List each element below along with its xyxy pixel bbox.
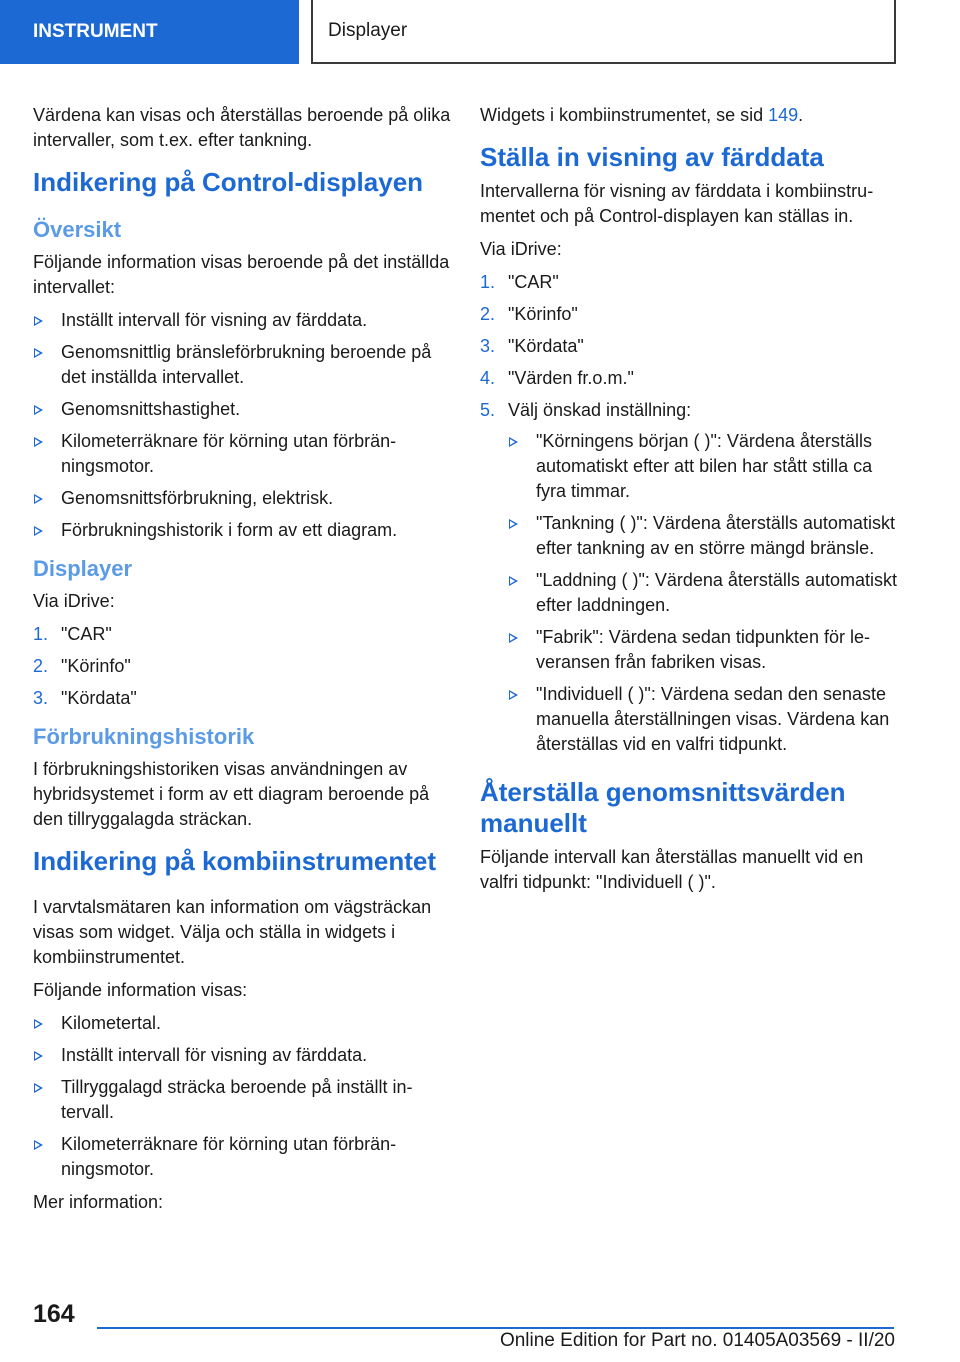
set-paragraph: Intervallerna för visning av färddata i kombiinstrumentet och på Control-displayen kan ställas in. bbox=[480, 181, 874, 226]
overview-list bbox=[33, 308, 451, 543]
triangle-bullet-icon bbox=[34, 1083, 43, 1093]
step-number: 2. bbox=[480, 304, 496, 324]
triangle-bullet-icon bbox=[34, 405, 43, 415]
heading-set-trip-data: Ställa in visning av färddata bbox=[480, 142, 824, 172]
step-item: 5. Välj önskad inställning: "Körningens början ( )": Värdena återställs automatiskt efter att bilen har stått stilla ca fyra timmar. "Tankning ( )": Värdena återställs automatiskt efter tankning av en större mängd bränsle. "Laddning ( )": Värdena återställs automatiskt efter laddningen. "Fabrik": Värdena sedan tidpunkten för leveransen från fabriken visas. "Individuell ( )": Värdena sedan den senaste manuella återställningen visas. Värdena kan återställas vid en valfri tidpunkt. bbox=[480, 398, 900, 757]
list-item: Genomsnittsförbrukning, elektrisk. bbox=[33, 486, 451, 511]
list-item: Kilometertal. bbox=[33, 1011, 451, 1036]
displayer-via: Via iDrive: bbox=[33, 591, 115, 611]
heading-overview: Översikt bbox=[33, 217, 122, 242]
widgets-paragraph: Widgets i kombiinstrumentet, se sid 149. bbox=[480, 105, 804, 125]
list-item: "Körningens början ( )": Värdena återställs automatiskt efter att bilen har stått stilla ca fyra timmar. bbox=[508, 429, 900, 504]
triangle-bullet-icon bbox=[34, 494, 43, 504]
list-item: Genomsnittlig bränsleförbrukning beroende på det inställda intervallet. bbox=[33, 340, 451, 390]
triangle-bullet-icon bbox=[509, 576, 518, 586]
cluster-list bbox=[33, 1011, 451, 1182]
heading-displayer: Displayer bbox=[33, 556, 133, 581]
section-title: INSTRUMENT bbox=[33, 21, 158, 42]
footer-divider bbox=[97, 1327, 894, 1329]
step-number: 3. bbox=[480, 336, 496, 356]
heading-instrument-cluster: Indikering på kombiinstrumentet bbox=[33, 846, 437, 876]
triangle-bullet-icon bbox=[509, 633, 518, 643]
triangle-bullet-icon bbox=[509, 690, 518, 700]
list-item: Tillryggalagd sträcka beroende på inställt intervall. bbox=[33, 1075, 451, 1125]
intro-paragraph: Värdena kan visas och återställas beroende på olika intervaller, som t.ex. efter tankning. bbox=[33, 105, 451, 150]
heading-consumption-history: Förbrukningshistorik bbox=[33, 724, 255, 749]
triangle-bullet-icon bbox=[34, 348, 43, 358]
triangle-bullet-icon bbox=[34, 526, 43, 536]
heading-reset-averages: Återställa genomsnittsvärden manuellt bbox=[480, 777, 846, 838]
list-item: "Individuell ( )": Värdena sedan den senaste manuella återställningen visas. Värdena kan återställas vid en valfri tidpunkt. bbox=[508, 682, 900, 757]
displayer-steps bbox=[33, 622, 451, 711]
triangle-bullet-icon bbox=[34, 437, 43, 447]
step-item: 4. "Värden fr.o.m." bbox=[480, 366, 900, 391]
triangle-bullet-icon bbox=[34, 1051, 43, 1061]
page-number: 164 bbox=[33, 1300, 75, 1328]
step-number: 4. bbox=[480, 368, 496, 388]
list-item: Kilometerräknare för körning utan förbränningsmotor. bbox=[33, 1132, 451, 1182]
step-item: 2. "Körinfo" bbox=[480, 302, 900, 327]
breadcrumb bbox=[311, 0, 896, 64]
heading-control-display: Indikering på Control-displayen bbox=[33, 167, 424, 197]
step-number: 1. bbox=[33, 624, 49, 644]
list-item: Kilometerräknare för körning utan förbränningsmotor. bbox=[33, 429, 451, 479]
step-item: 3. "Kördata" bbox=[480, 334, 900, 359]
cluster-paragraph: I varvtalsmätaren kan information om vägsträckan visas som widget. Välja och ställa in widgets i kombiinstrumentet. bbox=[33, 897, 432, 967]
setting-options-list bbox=[508, 429, 900, 757]
triangle-bullet-icon bbox=[34, 1140, 43, 1150]
list-item: Inställt intervall för visning av färddata. bbox=[33, 1043, 451, 1068]
left-column bbox=[33, 103, 451, 1223]
list-item: "Tankning ( )": Värdena återställs automatiskt efter tankning av en större mängd bränsle. bbox=[508, 511, 900, 561]
triangle-bullet-icon bbox=[509, 437, 518, 447]
set-steps bbox=[480, 270, 900, 757]
overview-paragraph: Följande information visas beroende på det inställda intervallet: bbox=[33, 252, 450, 297]
list-item: Förbrukningshistorik i form av ett diagram. bbox=[33, 518, 451, 543]
history-paragraph: I förbrukningshistoriken visas användningen av hybridsystemet i form av ett diagram beroende på den tillryggalagda sträckan. bbox=[33, 759, 430, 829]
step-number: 5. bbox=[480, 400, 496, 420]
step-item: 2. "Körinfo" bbox=[33, 654, 451, 679]
step-item: 3. "Kördata" bbox=[33, 686, 451, 711]
triangle-bullet-icon bbox=[34, 1019, 43, 1029]
step-number: 3. bbox=[33, 688, 49, 708]
triangle-bullet-icon bbox=[34, 316, 43, 326]
triangle-bullet-icon bbox=[509, 519, 518, 529]
reset-paragraph: Följande intervall kan återställas manuellt vid en valfri tidpunkt: "Individuell ( )". bbox=[480, 847, 864, 892]
list-item: Inställt intervall för visning av färddata. bbox=[33, 308, 451, 333]
list-item: "Laddning ( )": Värdena återställs automatiskt efter laddningen. bbox=[508, 568, 900, 618]
set-via: Via iDrive: bbox=[480, 239, 562, 259]
step-item: 1. "CAR" bbox=[33, 622, 451, 647]
list-item: "Fabrik": Värdena sedan tidpunkten för leveransen från fabriken visas. bbox=[508, 625, 900, 675]
more-info-label: Mer information: bbox=[33, 1192, 164, 1212]
footer-edition: Online Edition for Part no. 01405A03569 - II/20 bbox=[499, 1330, 895, 1351]
step-item: 1. "CAR" bbox=[480, 270, 900, 295]
right-column bbox=[480, 103, 900, 903]
step-number: 2. bbox=[33, 656, 49, 676]
step-number: 1. bbox=[480, 272, 496, 292]
list-item: Genomsnittshastighet. bbox=[33, 397, 451, 422]
page-link[interactable]: 149 bbox=[768, 105, 799, 125]
breadcrumb-title: Displayer bbox=[328, 20, 408, 41]
section-tab bbox=[0, 0, 299, 64]
cluster-shown-label: Följande information visas: bbox=[33, 980, 248, 1000]
